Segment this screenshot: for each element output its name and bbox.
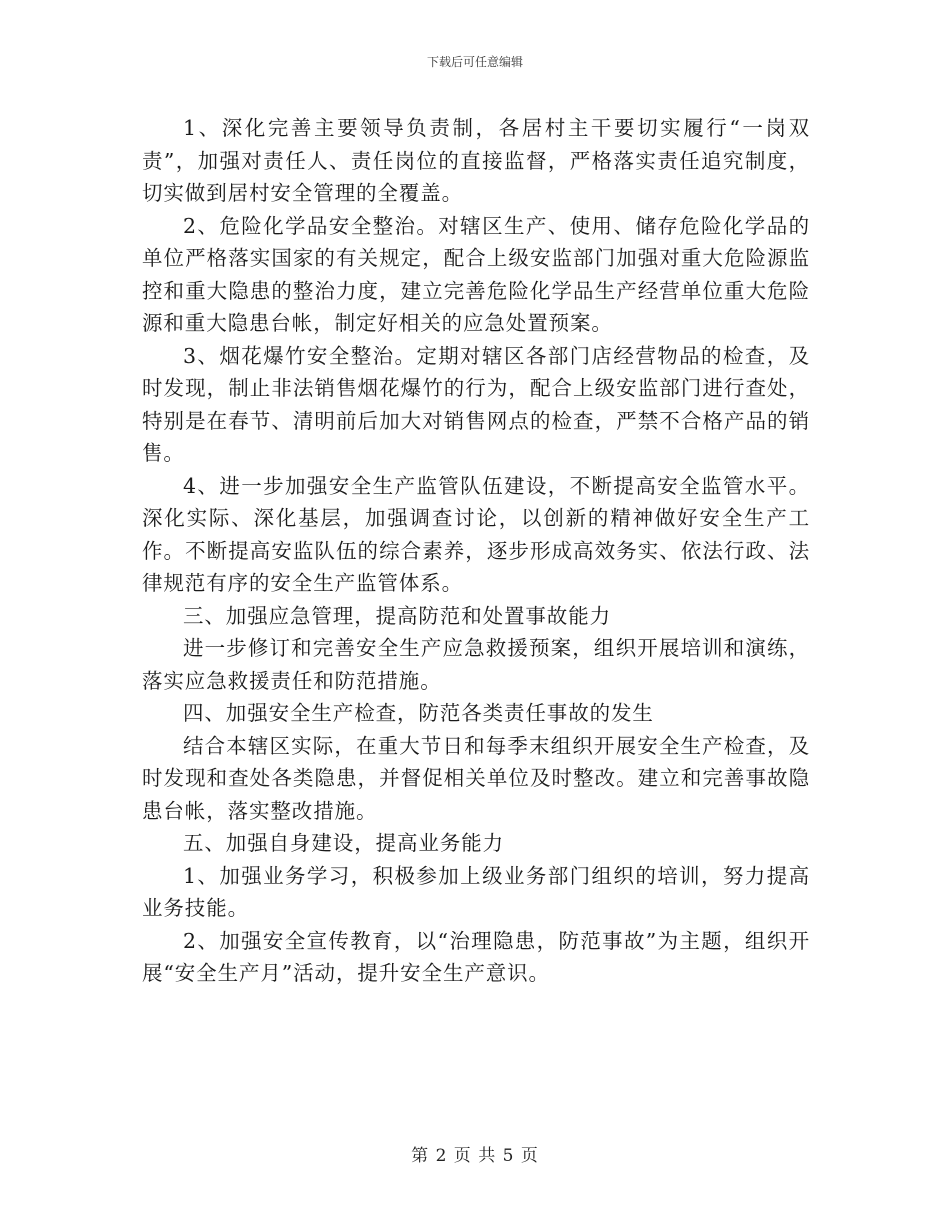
paragraph-6: 结合本辖区实际，在重大节日和每季末组织开展安全生产检查，及时发现和查处各类隐患，并督促相关单位及时整改。建立和完善事故隐患台帐，落实整改措施。 — [142, 733, 810, 823]
paragraph-7: 1、加强业务学习，积极参加上级业务部门组织的培训，努力提高业务技能。 — [142, 863, 810, 920]
paragraph-5: 进一步修订和完善安全生产应急救援预案，组织开展培训和演练，落实应急救援责任和防范措施。 — [142, 636, 810, 693]
section-heading-5: 五、加强自身建设，提高业务能力 — [183, 831, 504, 855]
document-body — [142, 112, 810, 990]
page-number: 第 2 页 共 5 页 — [411, 1146, 539, 1166]
paragraph-4: 4、进一步加强安全生产监管队伍建设，不断提高安全监管水平。深化实际、深化基层，加强调查讨论，以创新的精神做好安全生产工作。不断提高安监队伍的综合素养，逐步形成高效务实、依法行政、法律规范有序的安全生产监管体系。 — [142, 473, 810, 595]
paragraph-1: 1、深化完善主要领导负责制，各居村主干要切实履行“一岗双责”，加强对责任人、责任岗位的直接监督，严格落实责任追究制度，切实做到居村安全管理的全覆盖。 — [142, 116, 810, 205]
page-header: 下载后可任意编辑 — [426, 55, 523, 69]
paragraph-8: 2、加强安全宣传教育，以“治理隐患，防范事故”为主题，组织开展“安全生产月”活动，提升安全生产意识。 — [142, 928, 810, 985]
paragraph-3: 3、烟花爆竹安全整治。定期对辖区各部门店经营物品的检查，及时发现，制止非法销售烟花爆竹的行为，配合上级安监部门进行查处，特别是在春节、清明前后加大对销售网点的检查，严禁不合格产品的销售。 — [142, 343, 810, 465]
section-heading-3: 三、加强应急管理，提高防范和处置事故能力 — [183, 603, 611, 628]
section-heading-4: 四、加强安全生产检查，防范各类责任事故的发生 — [183, 701, 654, 725]
paragraph-2: 2、危险化学品安全整治。对辖区生产、使用、储存危险化学品的单位严格落实国家的有关规定，配合上级安监部门加强对重大危险源监控和重大隐患的整治力度，建立完善危险化学品生产经营单位重大危险源和重大隐患台帐，制定好相关的应急处置预案。 — [142, 213, 810, 335]
